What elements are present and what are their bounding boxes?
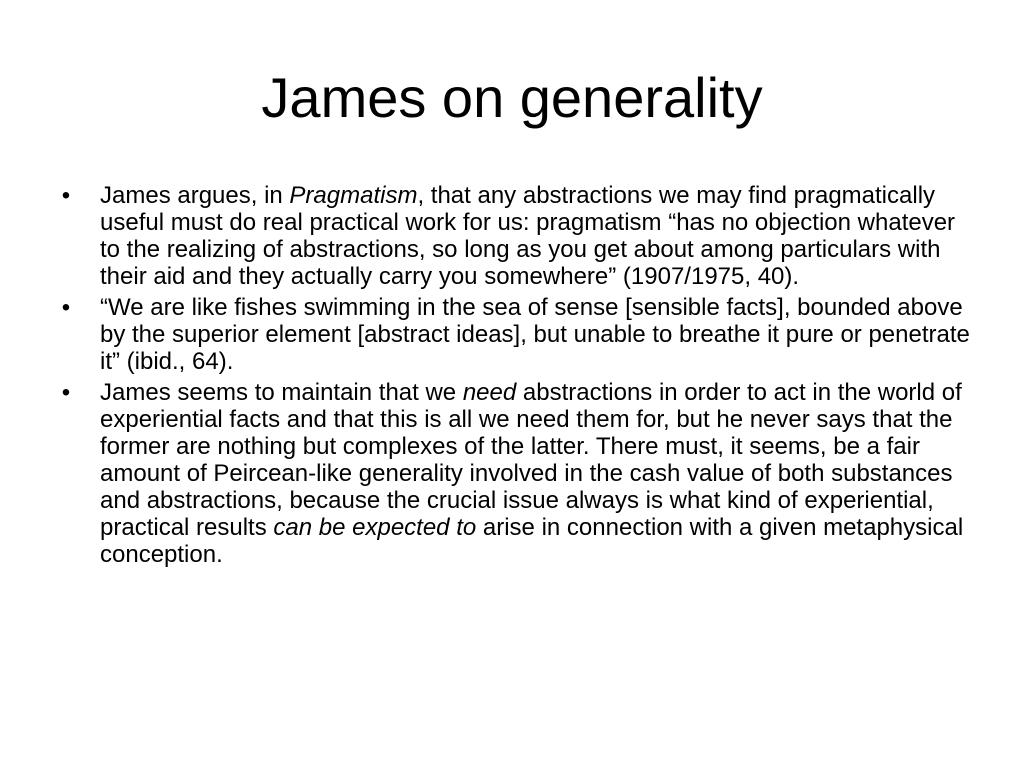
bullet-item bbox=[56, 182, 976, 290]
text-segment: James argues, in bbox=[100, 182, 290, 209]
text-segment: abstractions in order to act in the world of experiential facts and that this is all we need them for, but he never says that the former are nothing but complexes of the latter. There must, it seems, be a fair amount of Peircean-like generality involved in the cash value of both substances and abstractions, because the crucial issue always is what kind of experiential, practical results bbox=[100, 379, 962, 541]
bullet-item bbox=[56, 294, 976, 375]
bullet-item bbox=[56, 379, 976, 568]
text-segment: arise in connection with a given metaphysical conception. bbox=[100, 514, 964, 568]
bullet-text bbox=[100, 182, 976, 290]
slide-title: James on generality bbox=[261, 66, 763, 129]
bullet-text bbox=[100, 379, 976, 568]
bullet-list bbox=[56, 182, 976, 572]
italic-text-segment: need bbox=[462, 379, 517, 406]
text-segment: James seems to maintain that we bbox=[100, 379, 463, 406]
text-segment: “We are like fishes swimming in the sea of sense [sensible facts], bounded above by the superior element [abstract ideas], but unable to breathe it pure or penetrate it” (ibid., 64). bbox=[100, 294, 970, 375]
bullet-marker: • bbox=[61, 379, 71, 406]
bullet-text bbox=[100, 294, 976, 375]
bullet-marker: • bbox=[61, 182, 71, 209]
italic-text-segment: Pragmatism bbox=[289, 182, 418, 209]
text-segment: , that any abstractions we may find pragmatically useful must do real practical work for us: pragmatism “has no objection whatever to the realizing of abstractions, so long as you get about among particulars with their aid and they actually carry you somewhere” (1907/1975, 40). bbox=[100, 182, 956, 290]
italic-text-segment: can be expected to bbox=[273, 514, 477, 541]
bullet-marker: • bbox=[61, 294, 71, 321]
